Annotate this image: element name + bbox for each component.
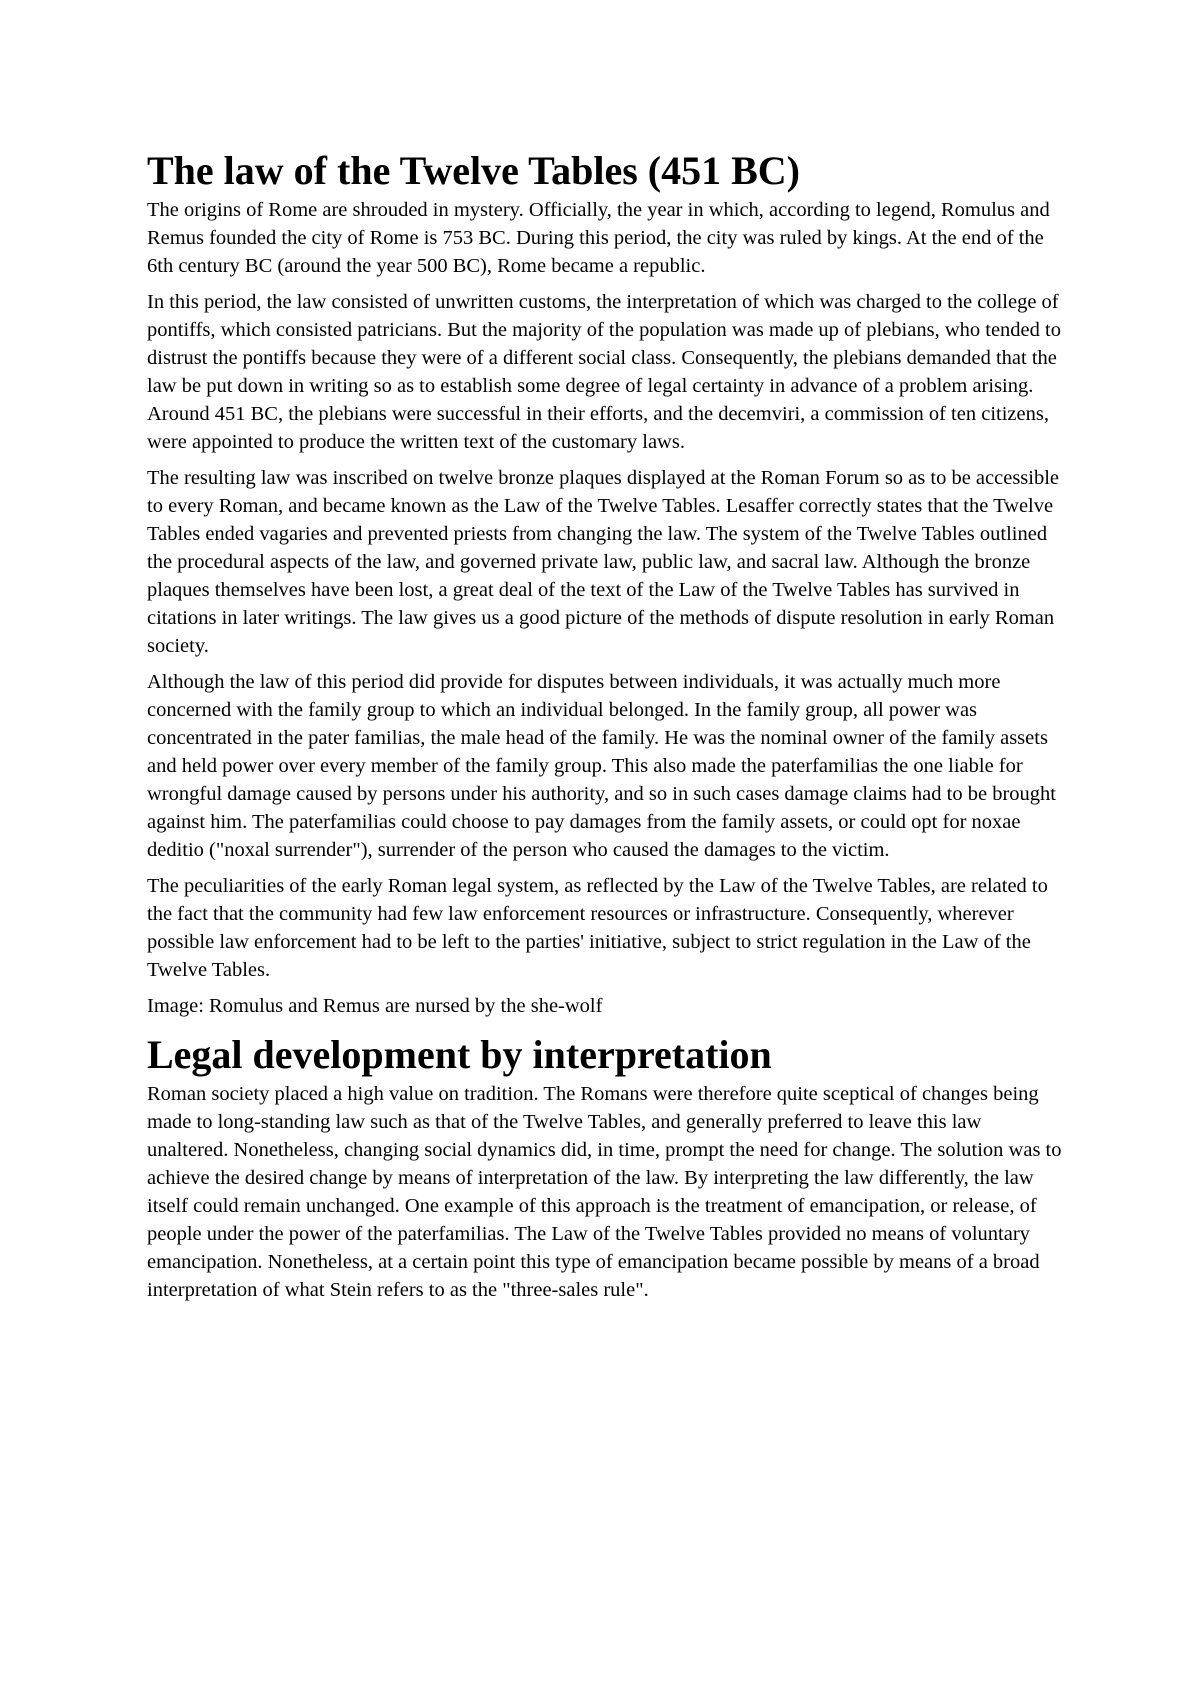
image-caption: Image: Romulus and Remus are nursed by the she-wolf <box>147 995 603 1017</box>
paragraph-origins: The origins of Rome are shrouded in mystery. Officially, the year in which, according to legend, Romulus and Remus founded the city of Rome is 753 BC. During this period, the city was ruled by kings. At the end of the 6th century BC (around the year 500 BC), Rome became a republic. <box>147 199 1050 277</box>
paragraph-unwritten-customs: In this period, the law consisted of unwritten customs, the interpretation of which was charged to the college of pontiffs, which consisted patricians. But the majority of the population was made up of plebians, who tended to distrust the pontiffs because they were of a different social class. Consequently, the plebians demanded that the law be put down in writing so as to establish some degree of legal certainty in advance of a problem arising. Around 451 BC, the plebians were successful in their efforts, and the decemviri, a commission of ten citizens, were appointed to produce the written text of the customary laws. <box>147 291 1061 453</box>
paragraph-family-group: Although the law of this period did provide for disputes between individuals, it was actually much more concerned with the family group to which an individual belonged. In the family group, all power was concentrated in the pater familias, the male head of the family. He was the nominal owner of the family assets and held power over every member of the family group. This also made the paterfamilias the one liable for wrongful damage caused by persons under his authority, and so in such cases damage claims had to be brought against him. The paterfamilias could choose to pay damages from the family assets, or could opt for noxae deditio ("noxal surrender"), surrender of the person who caused the damages to the victim. <box>147 671 1056 861</box>
paragraph-bronze-plaques: The resulting law was inscribed on twelve bronze plaques displayed at the Roman Forum so as to be accessible to every Roman, and became known as the Law of the Twelve Tables. Lesaffer correctly states that the Twelve Tables ended vagaries and prevented priests from changing the law. The system of the Twelve Tables outlined the procedural aspects of the law, and governed private law, public law, and sacral law. Although the bronze plaques themselves have been lost, a great deal of the text of the Law of the Twelve Tables has survived in citations in later writings. The law gives us a good picture of the methods of dispute resolution in early Roman society. <box>147 467 1060 657</box>
section-heading-legal-development: Legal development by interpretation <box>147 1032 772 1077</box>
paragraph-tradition: Roman society placed a high value on tradition. The Romans were therefore quite sceptical of changes being made to long-standing law such as that of the Twelve Tables, and generally preferred to leave this law unaltered. Nonetheless, changing social dynamics did, in time, prompt the need for change. The solution was to achieve the desired change by means of interpretation of the law. By interpreting the law differently, the law itself could remain unchanged. One example of this approach is the treatment of emancipation, or release, of people under the power of the paterfamilias. The Law of the Twelve Tables provided no means of voluntary emancipation. Nonetheless, at a certain point this type of emancipation became possible by means of a broad interpretation of what Stein refers to as the "three-sales rule". <box>147 1083 1062 1301</box>
paragraph-peculiarities: The peculiarities of the early Roman legal system, as reflected by the Law of the Twelve Tables, are related to the fact that the community had few law enforcement resources or infrastructure. Consequently, wherever possible law enforcement had to be left to the parties' initiative, subject to strict regulation in the Law of the Twelve Tables. <box>147 875 1048 981</box>
section-heading-twelve-tables: The law of the Twelve Tables (451 BC) <box>147 148 800 193</box>
document-page <box>147 148 1067 1312</box>
